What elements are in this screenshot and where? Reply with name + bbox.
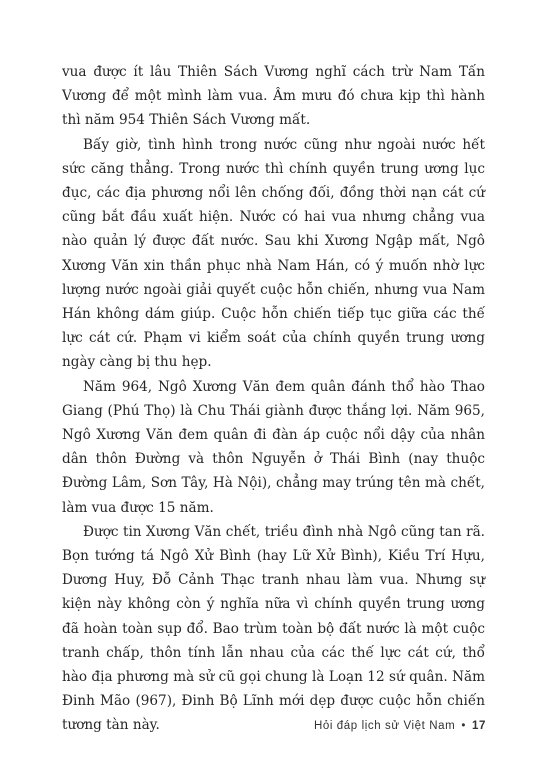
running-book-title: Hỏi đáp lịch sử Việt Nam (313, 720, 456, 732)
paragraph: Năm 964, Ngô Xương Văn đem quân đánh thổ hào Thao Giang (Phú Thọ) là Chu Thái giành được thắng lợi. Năm 965, Ngô Xương Văn đem quân đi đàn áp cuộc nổi dậy của nhân dân thôn Đường và thôn Nguyễn ở Thái Bình (nay thuộc Đường Lâm, Sơn Tây, Hà Nội), chẳng may trúng tên mà chết, làm vua được 15 năm. (62, 378, 485, 516)
paragraph: Được tin Xương Văn chết, triều đình nhà Ngô cũng tan rã. Bọn tướng tá Ngô Xử Bình (hay Lữ Xử Bình), Kiều Trí Hựu, Dương Huy, Đỗ Cảnh Thạc tranh nhau làm vua. Nhưng sự kiện này không còn ý nghĩa nữa vì chính quyền trung ương đã hoàn toàn sụp đổ. Bao trùm toàn bộ đất nước là một cuộc tranh chấp, thôn tính lẫn nhau của các thế lực cát cứ, thổ hào địa phương mà sử cũ gọi chung là Loạn 12 sứ quân. Năm Đinh Mão (967), Đinh Bộ Lĩnh mới dẹp được cuộc hỗn chiến tương tàn này. (62, 523, 485, 734)
page-body (62, 60, 485, 738)
page-footer (314, 720, 486, 732)
paragraph-continuation: vua được ít lâu Thiên Sách Vương nghĩ cách trừ Nam Tấn Vương để một mình làm vua. Âm mưu đó chưa kịp thì hành thì năm 954 Thiên Sách Vương mất. (62, 64, 485, 129)
footer-separator: • (461, 720, 466, 732)
page-number: 17 (472, 720, 486, 732)
paragraph: Bấy giờ, tình hình trong nước cũng như ngoài nước hết sức căng thẳng. Trong nước thì chính quyền trung ương lục đục, các địa phương nổi lên chống đối, đồng thời nạn cát cứ cũng bắt đầu xuất hiện. Nước có hai vua nhưng chẳng vua nào quản lý được đất nước. Sau khi Xương Ngập mất, Ngô Xương Văn xin thần phục nhà Nam Hán, có ý muốn nhờ lực lượng nước ngoài giải quyết cuộc hỗn chiến, nhưng vua Nam Hán không dám giúp. Cuộc hỗn chiến tiếp tục giữa các thế lực cát cứ. Phạm vi kiểm soát của chính quyền trung ương ngày càng bị thu hẹp. (62, 136, 485, 371)
